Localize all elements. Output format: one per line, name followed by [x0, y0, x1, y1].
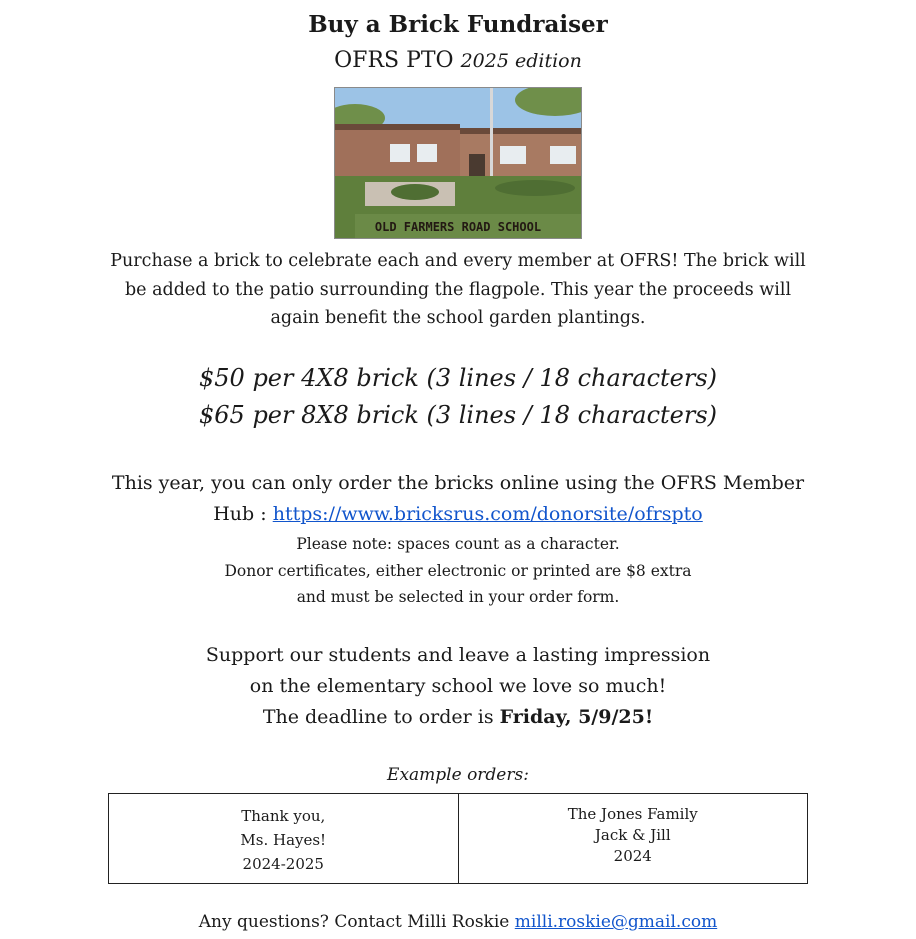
note-line: Please note: spaces count as a character.	[296, 535, 620, 553]
price-line-4x8	[0, 364, 916, 392]
org-name: OFRS PTO	[334, 48, 454, 73]
brick-line: Ms. Hayes!	[240, 831, 327, 849]
example-order-cell	[109, 794, 458, 883]
deadline-text: The deadline to order is	[262, 706, 494, 728]
brick-line: The Jones Family	[567, 805, 698, 823]
contact-email-link[interactable]: milli.roskie@gmail.com	[514, 912, 718, 932]
flyer-title: Buy a Brick Fundraiser	[308, 11, 608, 38]
photo-sign-text: OLD FARMERS ROAD SCHOOL	[374, 220, 542, 234]
flyer-subtitle	[0, 48, 916, 73]
brick-line: Jack & Jill	[594, 826, 671, 844]
price-amount: $65	[198, 401, 245, 429]
edition-label: 2025 edition	[460, 50, 582, 72]
brick-line: 2024	[613, 847, 652, 865]
brick-line: Thank you,	[241, 807, 326, 825]
contact-line	[0, 912, 916, 932]
order-notes	[0, 531, 916, 611]
online-order-paragraph	[100, 468, 816, 530]
school-photo	[334, 87, 582, 239]
intro-paragraph: Purchase a brick to celebrate each and every member at OFRS! The brick will be added to the patio surrounding the flagpole. This year the proceeds will again benefit the school garden plantings.	[110, 251, 806, 328]
example-orders-table	[108, 793, 808, 884]
support-line: Support our students and leave a lasting impression	[205, 644, 711, 666]
contact-text: Any questions? Contact Milli Roskie	[198, 912, 510, 932]
deadline-line	[0, 702, 916, 733]
price-amount: $50	[198, 364, 245, 392]
price-description: per 4X8 brick (3 lines / 18 characters)	[252, 364, 718, 392]
price-description: per 8X8 brick (3 lines / 18 characters)	[252, 401, 718, 429]
example-order-cell	[458, 794, 808, 883]
price-line-8x8	[0, 401, 916, 429]
brick-line: 2024-2025	[242, 855, 324, 873]
support-message	[0, 640, 916, 733]
member-hub-link[interactable]: https://www.bricksrus.com/donorsite/ofrspto	[272, 503, 703, 525]
support-line: on the elementary school we love so much!	[249, 675, 667, 697]
online-order-text: This year, you can only order the bricks online using the OFRS Member Hub :	[111, 472, 805, 525]
deadline-date: Friday, 5/9/25!	[499, 706, 654, 728]
example-orders-label: Example orders:	[387, 765, 529, 785]
note-line: and must be selected in your order form.	[296, 588, 620, 606]
note-line: Donor certificates, either electronic or printed are $8 extra	[224, 561, 692, 580]
